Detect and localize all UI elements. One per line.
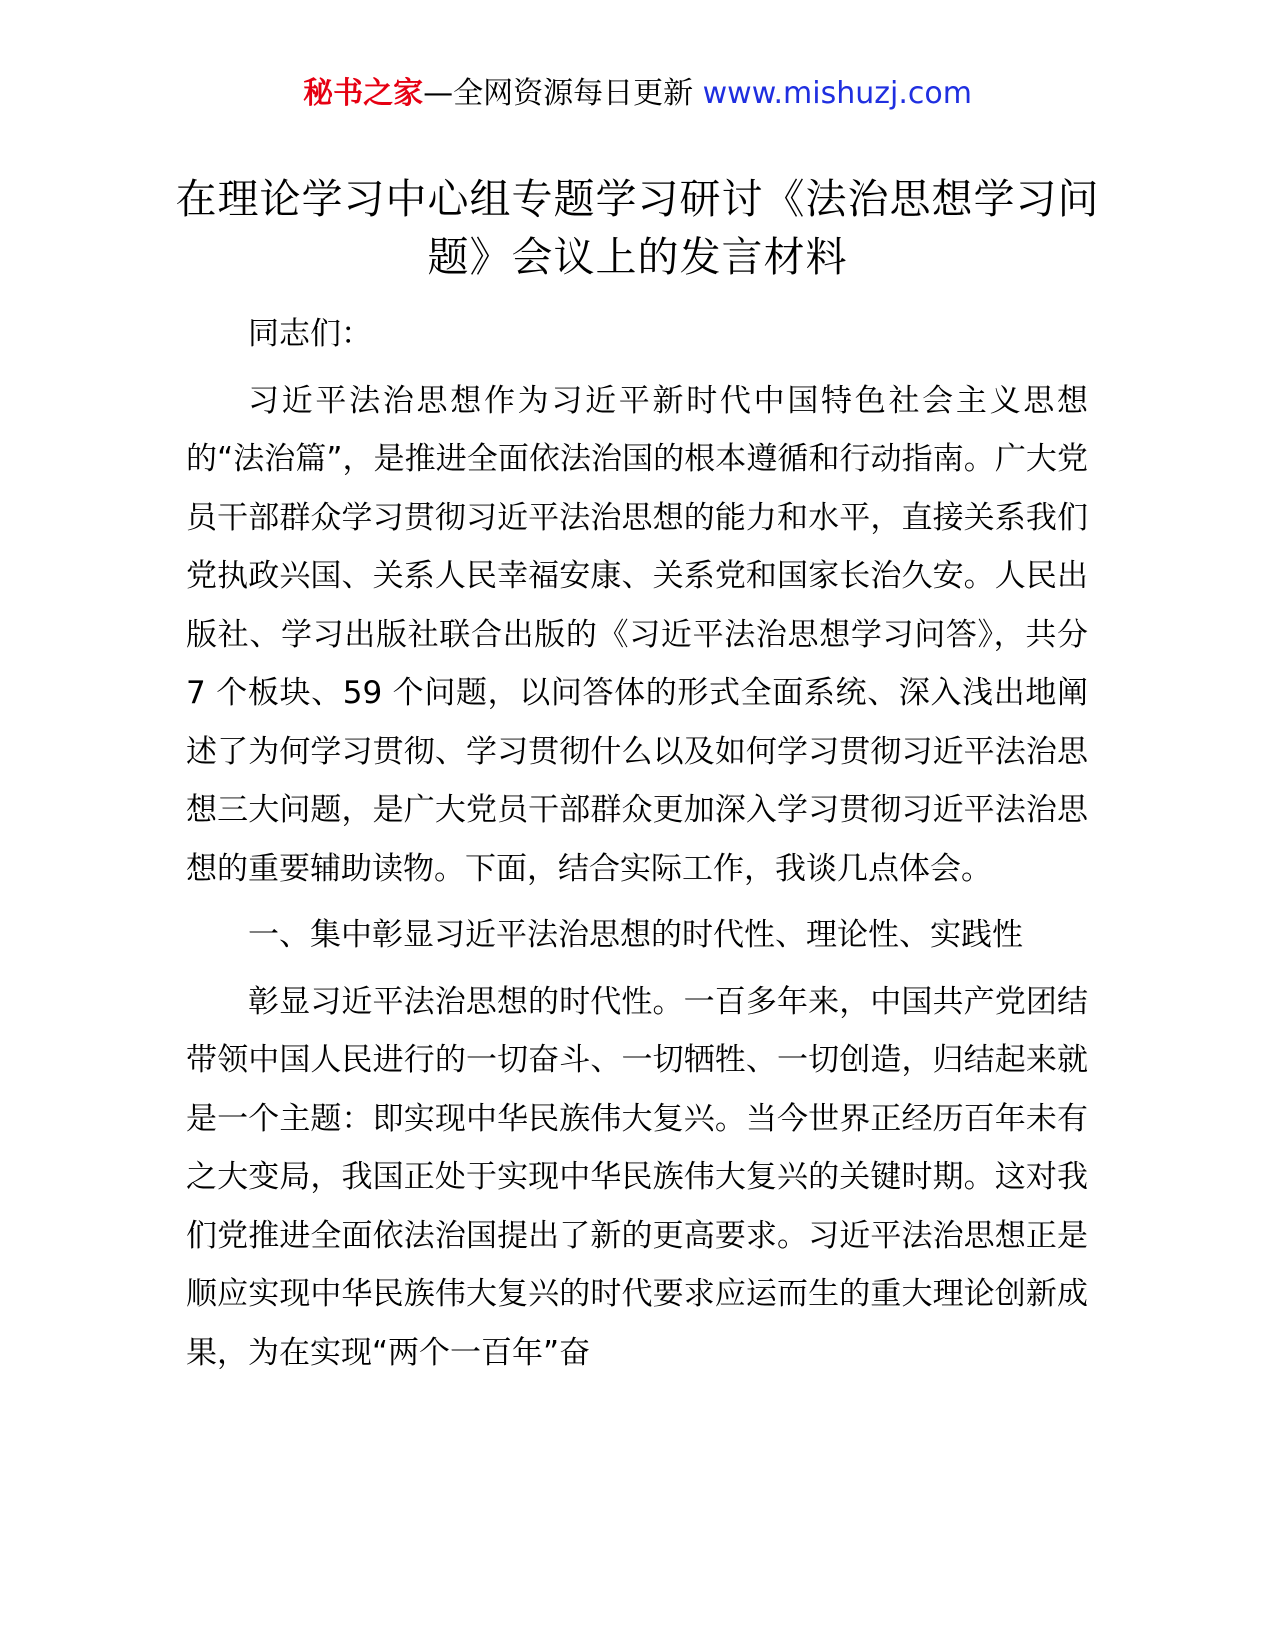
body-paragraph: 习近平法治思想作为习近平新时代中国特色社会主义思想的“法治篇”，是推进全面依法治国的根本遵循和行动指南。广大党员干部群众学习贯彻习近平法治思想的能力和水平，直接关系我们党执政兴国、关系人民幸福安康、关系党和国家长治久安。人民出版社、学习出版社联合出版的《习近平法治思想学习问答》，共分 7 个板块、59 个问题，以问答体的形式全面系统、深入浅出地阐述了为何学习贯彻、学习贯彻什么以及如何学习贯彻习近平法治思想三大问题，是广大党员干部群众更加深入学习贯彻习近平法治思想的重要辅助读物。下面，结合实际工作，我谈几点体会。 — [186, 382, 1088, 887]
section-heading: 一、集中彰显习近平法治思想的时代性、理论性、实践性 — [248, 917, 1023, 953]
document-title: 在理论学习中心组专题学习研讨《法治思想学习问题》会议上的发言材料 — [175, 175, 1100, 281]
salutation: 同志们： — [248, 316, 372, 352]
site-slogan: —全网资源每日更新 — [423, 76, 694, 111]
site-url-link[interactable]: www.mishuzj.com — [702, 76, 972, 111]
body-paragraph: 彰显习近平法治思想的时代性。一百多年来，中国共产党团结带领中国人民进行的一切奋斗、一切牺牲、一切创造，归结起来就是一个主题：即实现中华民族伟大复兴。当今世界正经历百年未有之大变局，我国正处于实现中华民族伟大复兴的关键时期。这对我们党推进全面依法治国提出了新的更高要求。习近平法治思想正是顺应实现中华民族伟大复兴的时代要求应运而生的重大理论创新成果，为在实现“两个一百年”奋 — [186, 983, 1088, 1371]
document-body — [186, 305, 1088, 1390]
site-brand: 秘书之家 — [303, 76, 424, 111]
site-header — [0, 72, 1275, 116]
